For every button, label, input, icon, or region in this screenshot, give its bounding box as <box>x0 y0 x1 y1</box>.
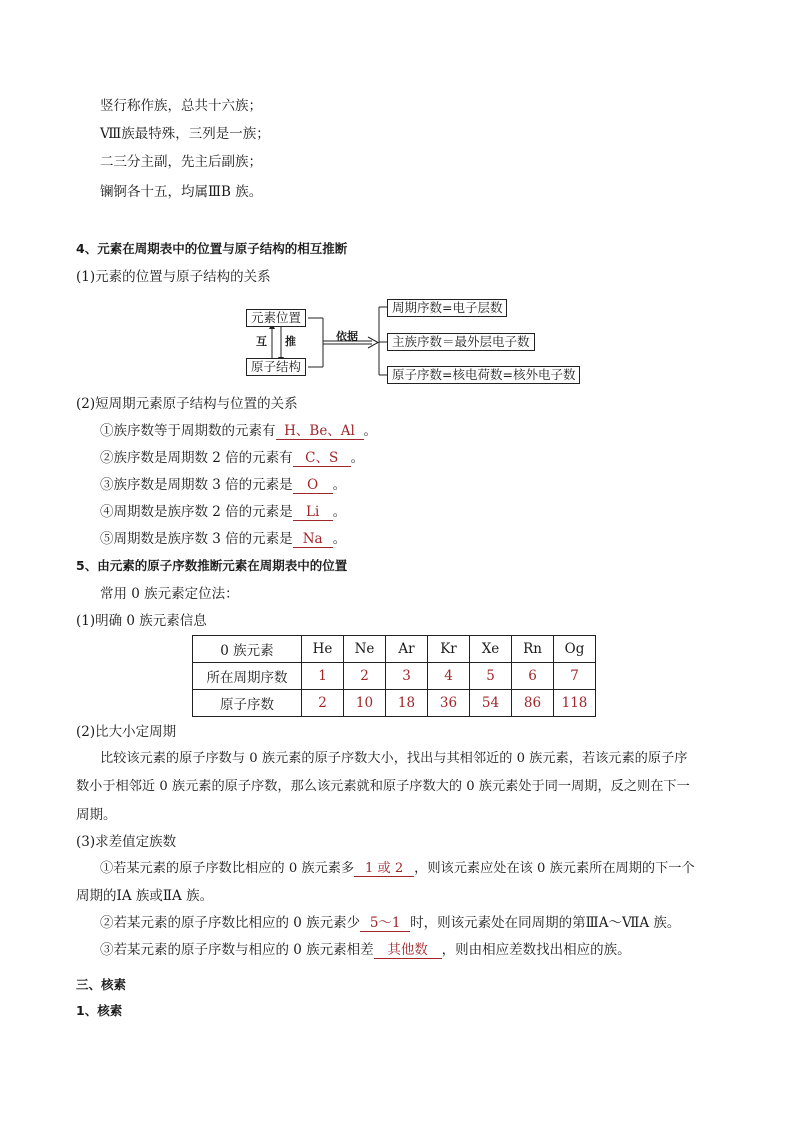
section-3-sub1: 1、核素 <box>76 1003 123 1018</box>
table-cell: 5 <box>470 663 512 690</box>
section-4-heading: 4、元素在周期表中的位置与原子结构的相互推断 <box>76 241 348 256</box>
section-5-heading: 5、由元素的原子序数推断元素在周期表中的位置 <box>76 558 348 573</box>
box-atomic-number-rule: 原子序数=核电荷数=核外电子数 <box>387 366 580 384</box>
answer-blank: C、S <box>293 451 351 467</box>
diff-item-3-end: ，则由相应差数找出相应的族。 <box>441 942 631 958</box>
label-yiju: 依据 <box>336 330 358 343</box>
fill-item-2-end: 。 <box>350 450 365 466</box>
rhyme-line-1: 竖行称作族，总共十六族； <box>100 98 262 114</box>
answer-blank: 1 或 2 <box>354 861 414 877</box>
table-cell: Ne <box>344 636 386 663</box>
table-header-row <box>193 636 596 663</box>
table-cell: 1 <box>302 663 344 690</box>
table-cell: 18 <box>386 690 428 717</box>
section-4-sub1: (1)元素的位置与原子结构的关系 <box>76 269 271 285</box>
rhyme-line-4: 镧锕各十五，均属ⅢB 族。 <box>100 184 263 200</box>
paragraph-line-3: 周期。 <box>76 807 117 823</box>
label-hu: 互 <box>256 335 267 348</box>
fill-item-1-end: 。 <box>363 423 377 439</box>
table-cell: 所在周期序数 <box>193 663 302 690</box>
section-4-sub2: (2)短周期元素原子结构与位置的关系 <box>76 396 298 412</box>
table-cell: Og <box>554 636 596 663</box>
diff-item-2-end: 时，则该元素处在同周期的第ⅢA～ⅦA 族。 <box>410 915 681 931</box>
rhyme-line-2: Ⅷ族最特殊，三列是一族； <box>100 126 270 142</box>
fill-item-3 <box>100 476 346 494</box>
fill-item-1-text: ①族序数等于周期数的元素有 <box>100 423 276 439</box>
fill-item-4 <box>100 503 346 521</box>
section-5-sub2: (2)比大小定周期 <box>76 724 177 740</box>
diff-item-2-text: ②若某元素的原子序数比相应的 0 族元素少 <box>100 915 361 931</box>
section-5-sub3: (3)求差值定族数 <box>76 834 177 850</box>
answer-blank: O <box>293 478 333 494</box>
table-cell: 0 族元素 <box>193 636 302 663</box>
box-period-rule: 周期序数=电子层数 <box>387 299 507 317</box>
answer-blank: 5～1 <box>360 916 410 932</box>
fill-item-3-text: ③族序数是周期数 3 倍的元素是 <box>100 477 293 493</box>
diff-item-1 <box>100 860 695 878</box>
table-cell: 4 <box>428 663 470 690</box>
table-row <box>193 690 596 717</box>
table-cell: 2 <box>302 690 344 717</box>
section-5-intro: 常用 0 族元素定位法： <box>100 586 239 602</box>
table-cell: 118 <box>554 690 596 717</box>
table-cell: 54 <box>470 690 512 717</box>
table-cell: 2 <box>344 663 386 690</box>
answer-blank: Li <box>293 505 333 521</box>
noble-gas-table <box>192 635 596 717</box>
paragraph-line-2: 数小于相邻近 0 族元素的原子序数，那么该元素就和原子序数大的 0 族元素处于同一周期，反之则在下一 <box>76 779 690 794</box>
diff-item-1-end: ，则该元素应处在该 0 族元素所在周期的下一个 <box>414 861 695 876</box>
diff-item-1-cont: 周期的ⅠA 族或ⅡA 族。 <box>76 888 214 904</box>
table-cell: 原子序数 <box>193 690 302 717</box>
table-cell: 36 <box>428 690 470 717</box>
table-cell: He <box>302 636 344 663</box>
table-cell: Xe <box>470 636 512 663</box>
box-atomic-structure: 原子结构 <box>246 358 306 376</box>
fill-item-4-end: 。 <box>332 504 347 520</box>
table-cell: 86 <box>512 690 554 717</box>
table-cell: Rn <box>512 636 554 663</box>
fill-item-2 <box>100 449 364 467</box>
fill-item-3-end: 。 <box>332 477 347 493</box>
diff-item-3-text: ③若某元素的原子序数与相应的 0 族元素相差 <box>100 942 374 958</box>
fill-item-2-text: ②族序数是周期数 2 倍的元素有 <box>100 450 293 466</box>
table-cell: Ar <box>386 636 428 663</box>
section-3-heading: 三、核素 <box>76 977 127 992</box>
table-cell: Kr <box>428 636 470 663</box>
diff-item-3 <box>100 941 631 959</box>
diff-item-1-text: ①若某元素的原子序数比相应的 0 族元素多 <box>100 861 355 876</box>
paragraph-line-1: 比较该元素的原子序数与 0 族元素的原子序数大小，找出与其相邻近的 0 族元素，若该元素的原子序 <box>100 751 688 766</box>
answer-blank: 其他数 <box>374 943 442 959</box>
table-cell: 10 <box>344 690 386 717</box>
fill-item-5 <box>100 530 346 548</box>
answer-blank: H、Be、Al <box>276 424 364 440</box>
fill-item-5-end: 。 <box>332 531 347 547</box>
fill-item-5-text: ⑤周期数是族序数 3 倍的元素是 <box>100 531 293 547</box>
fill-item-4-text: ④周期数是族序数 2 倍的元素是 <box>100 504 293 520</box>
section-5-sub1: (1)明确 0 族元素信息 <box>76 613 207 629</box>
box-main-group-rule: 主族序数＝最外层电子数 <box>387 333 535 351</box>
answer-blank: Na <box>293 532 333 548</box>
table-cell: 6 <box>512 663 554 690</box>
label-tui: 推 <box>285 335 296 348</box>
table-row <box>193 663 596 690</box>
fill-item-1 <box>100 422 377 440</box>
box-element-position: 元素位置 <box>246 309 306 327</box>
table-cell: 3 <box>386 663 428 690</box>
diff-item-2 <box>100 914 680 932</box>
rhyme-line-3: 二三分主副，先主后副族； <box>100 154 262 170</box>
table-cell: 7 <box>554 663 596 690</box>
